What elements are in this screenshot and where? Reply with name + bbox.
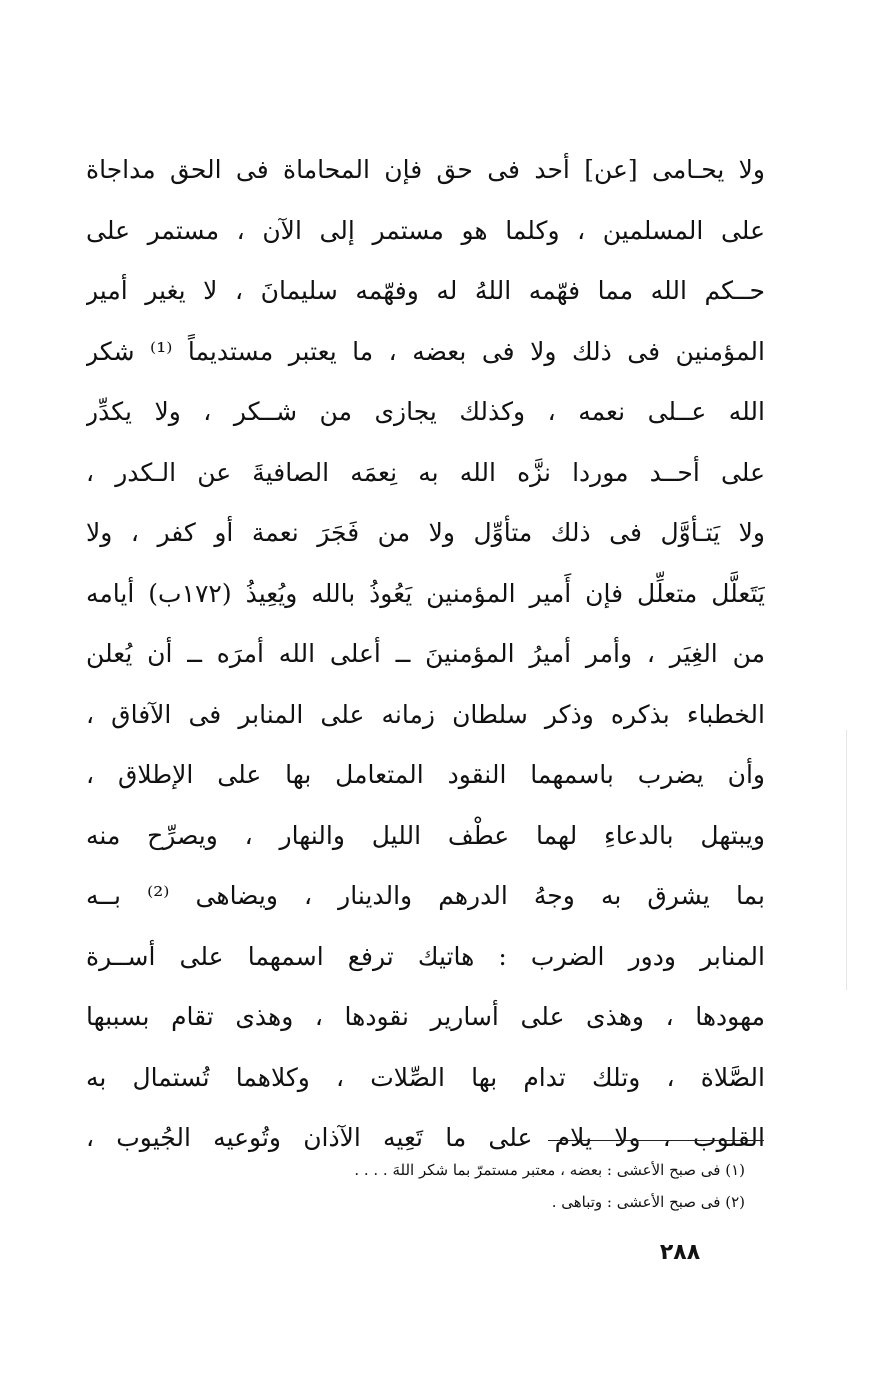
scan-margin-mark (846, 730, 847, 990)
text-line: يَتَعلَّل متعلِّل فإن أَمير المؤمنين يَعُوذُ بالله ويُعِيذُ (١٧٢ب) أيامه (86, 578, 765, 608)
page-number: ٢٨٨ (659, 1240, 701, 1265)
text-line: على المسلمين ، وكلما هو مستمر إلى الآن ، مستمر على (86, 215, 765, 245)
text-line: حــكم الله مما فهّمه اللهُ له وفهّمه سليمانَ ، لا يغير أمير (86, 276, 765, 305)
text-line: على أحــد موردا نزَّه الله به نِعمَه الصافيةَ عن الـكدر ، (86, 457, 765, 487)
text-line: القلوب ، ولا يلام على ما تَعِيه الآذان وتُوعيه الجُيوب ، (86, 1123, 765, 1152)
footnote-separator (548, 1140, 764, 1141)
text-line: ولا يَتـأوَّل فى ذلك متأوِّل ولا من فَجَرَ نعمة أو كفر ، ولا (86, 518, 765, 547)
footnote-1: (١) فى صبح الأعشى : بعضه ، معتبر مستمرّ بما شكر اللهَ . . . . (354, 1161, 745, 1179)
text-line: الله عــلى نعمه ، وكذلك يجازى من شــكر ، ولا يكدِّر (86, 397, 765, 426)
footnote-2: (٢) فى صبح الأعشى : وتباهى . (551, 1193, 745, 1211)
text-line: الخطباء بذكره وذكر سلطان زمانه على المنابر فى الآفاق ، (86, 699, 765, 729)
body-text (86, 140, 765, 1169)
text-line: الصَّلاة ، وتلك تدام بها الصِّلات ، وكلاهما تُستمال به (86, 1062, 765, 1092)
text-line: مهودها ، وهذى على أسارير نقودها ، وهذى تقام بسببها (86, 1002, 765, 1031)
text-line: من الغِيَر ، وأمر أميرُ المؤمنينَ ــ أعلى الله أمرَه ــ أن يُعلن (86, 639, 765, 668)
text-line: وأن يضرب باسمهما النقود المتعامل بها على الإطلاق ، (86, 760, 765, 789)
text-line: المؤمنين فى ذلك ولا فى بعضه ، ما يعتبر مستديماً ⁽¹⁾ شكر (86, 336, 765, 366)
text-line: المنابر ودور الضرب : هاتيك ترفع اسمهما على أســرة (86, 941, 765, 971)
footnotes (260, 1154, 745, 1218)
text-line: ولا يحـامى [عن] أحد فى حق فإن المحاماة فى الحق مداجاة (86, 155, 765, 184)
text-line: ويبتهل بالدعاءِ لهما عطْف الليل والنهار ، ويصرِّح منه (86, 820, 765, 850)
text-line: بما يشرق به وجهُ الدرهم والدينار ، ويضاهى ⁽²⁾ بــه (86, 881, 765, 910)
